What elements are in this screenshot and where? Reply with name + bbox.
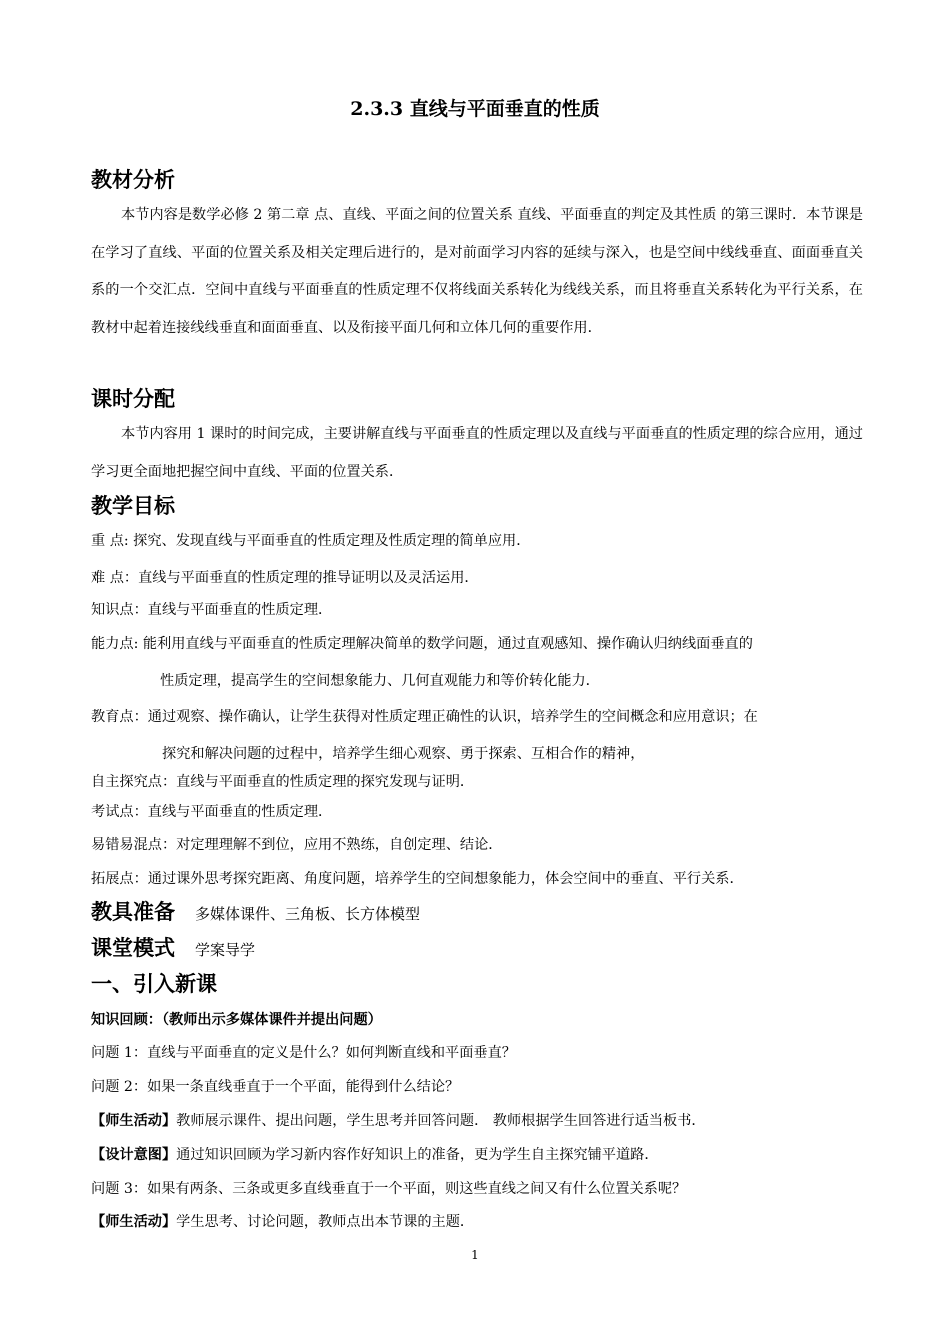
objective-key-point: 重 点: 探究、发现直线与平面垂直的性质定理及性质定理的简单应用． bbox=[91, 533, 531, 549]
objective-error-prone: 易错易混点：对定理理解不到位，应用不熟练，自创定理、结论． bbox=[91, 837, 503, 853]
knowledge-review-subheading: 知识回顾：（教师出示多媒体课件并提出问题） bbox=[91, 1012, 382, 1028]
objective-education-point-cont: 探究和解决问题的过程中，培养学生细心观察、勇于探索、互相合作的精神， bbox=[162, 746, 645, 762]
teaching-aids-text: 多媒体课件、三角板、长方体模型 bbox=[195, 905, 421, 923]
objective-extension: 拓展点：通过课外思考探究距离、角度问题，培养学生的空间想象能力，体会空间中的垂直、平行关系． bbox=[91, 871, 744, 887]
design-intent bbox=[91, 1144, 891, 1166]
design-intent-tag: 【设计意图】 bbox=[91, 1147, 177, 1163]
activity-text-2: 学生思考、讨论问题，教师点出本节课的主题． bbox=[176, 1214, 475, 1230]
heading-textbook-analysis: 教材分析 bbox=[91, 168, 175, 192]
class-mode-text: 学案导学 bbox=[195, 941, 256, 959]
objective-knowledge-point: 知识点：直线与平面垂直的性质定理． bbox=[91, 602, 333, 618]
paragraph-textbook-analysis: 本节内容是数学必修 2 第二章 点、直线、平面之间的位置关系 直线、平面垂直的判定及其性质 的第三课时．本节课是在学习了直线、平面的位置关系及相关定理后进行的，是对前面学习内容的延续与深入，也是空间中线线垂直、面面垂直关系的一个交汇点．空间中直线与平面垂直的性质定理不仅将线面关系转化为线线关系，而且将垂直关系转化为平行关系，在教材中起着连接线线垂直和面面垂直、以及衔接平面几何和立体几何的重要作用． bbox=[91, 207, 863, 336]
heading-teaching-objectives: 教学目标 bbox=[91, 494, 175, 518]
teacher-student-activity-2 bbox=[91, 1211, 891, 1233]
heading-class-mode bbox=[91, 934, 255, 964]
objective-education-point: 教育点：通过观察、操作确认，让学生获得对性质定理正确性的认识，培养学生的空间概念和应用意识；在 bbox=[91, 709, 758, 725]
question-3: 问题 3：如果有两条、三条或更多直线垂直于一个平面，则这些直线之间又有什么位置关系呢？ bbox=[91, 1181, 687, 1197]
activity-text: 教师展示课件、提出问题，学生思考并回答问题． 教师根据学生回答进行适当板书． bbox=[176, 1113, 706, 1129]
activity-tag-2: 【师生活动】 bbox=[91, 1214, 177, 1230]
heading-class-mode-label: 课堂模式 bbox=[91, 936, 175, 960]
design-intent-text: 通过知识回顾为学习新内容作好知识上的准备，更为学生自主探究铺平道路． bbox=[176, 1147, 659, 1163]
objective-ability-point-cont: 性质定理，提高学生的空间想象能力、几何直观能力和等价转化能力． bbox=[160, 673, 600, 689]
heading-lesson-allocation: 课时分配 bbox=[91, 387, 175, 411]
objective-difficult-point: 难 点：直线与平面垂直的性质定理的推导证明以及灵活运用． bbox=[91, 570, 479, 586]
objective-self-exploration: 自主探究点：直线与平面垂直的性质定理的探究发现与证明． bbox=[91, 774, 475, 790]
heading-teaching-aids bbox=[91, 898, 420, 928]
page-title: 2.3.3 直线与平面垂直的性质 bbox=[350, 98, 600, 120]
objective-ability-point: 能力点: 能利用直线与平面垂直的性质定理解决简单的数学问题，通过直观感知、操作确认归纳线面垂直的 bbox=[91, 636, 753, 652]
question-2: 问题 2：如果一条直线垂直于一个平面，能得到什么结论？ bbox=[91, 1079, 460, 1095]
teacher-student-activity-1 bbox=[91, 1110, 891, 1132]
page-number: 1 bbox=[471, 1248, 479, 1262]
objective-exam-point: 考试点：直线与平面垂直的性质定理． bbox=[91, 804, 333, 820]
heading-introduction: 一、引入新课 bbox=[91, 972, 217, 996]
activity-tag: 【师生活动】 bbox=[91, 1113, 177, 1129]
question-1: 问题 1：直线与平面垂直的定义是什么？如何判断直线和平面垂直？ bbox=[91, 1045, 516, 1061]
heading-teaching-aids-label: 教具准备 bbox=[91, 900, 175, 924]
paragraph-lesson-allocation: 本节内容用 1 课时的时间完成，主要讲解直线与平面垂直的性质定理以及直线与平面垂直的性质定理的综合应用，通过学习更全面地把握空间中直线、平面的位置关系． bbox=[91, 426, 863, 480]
